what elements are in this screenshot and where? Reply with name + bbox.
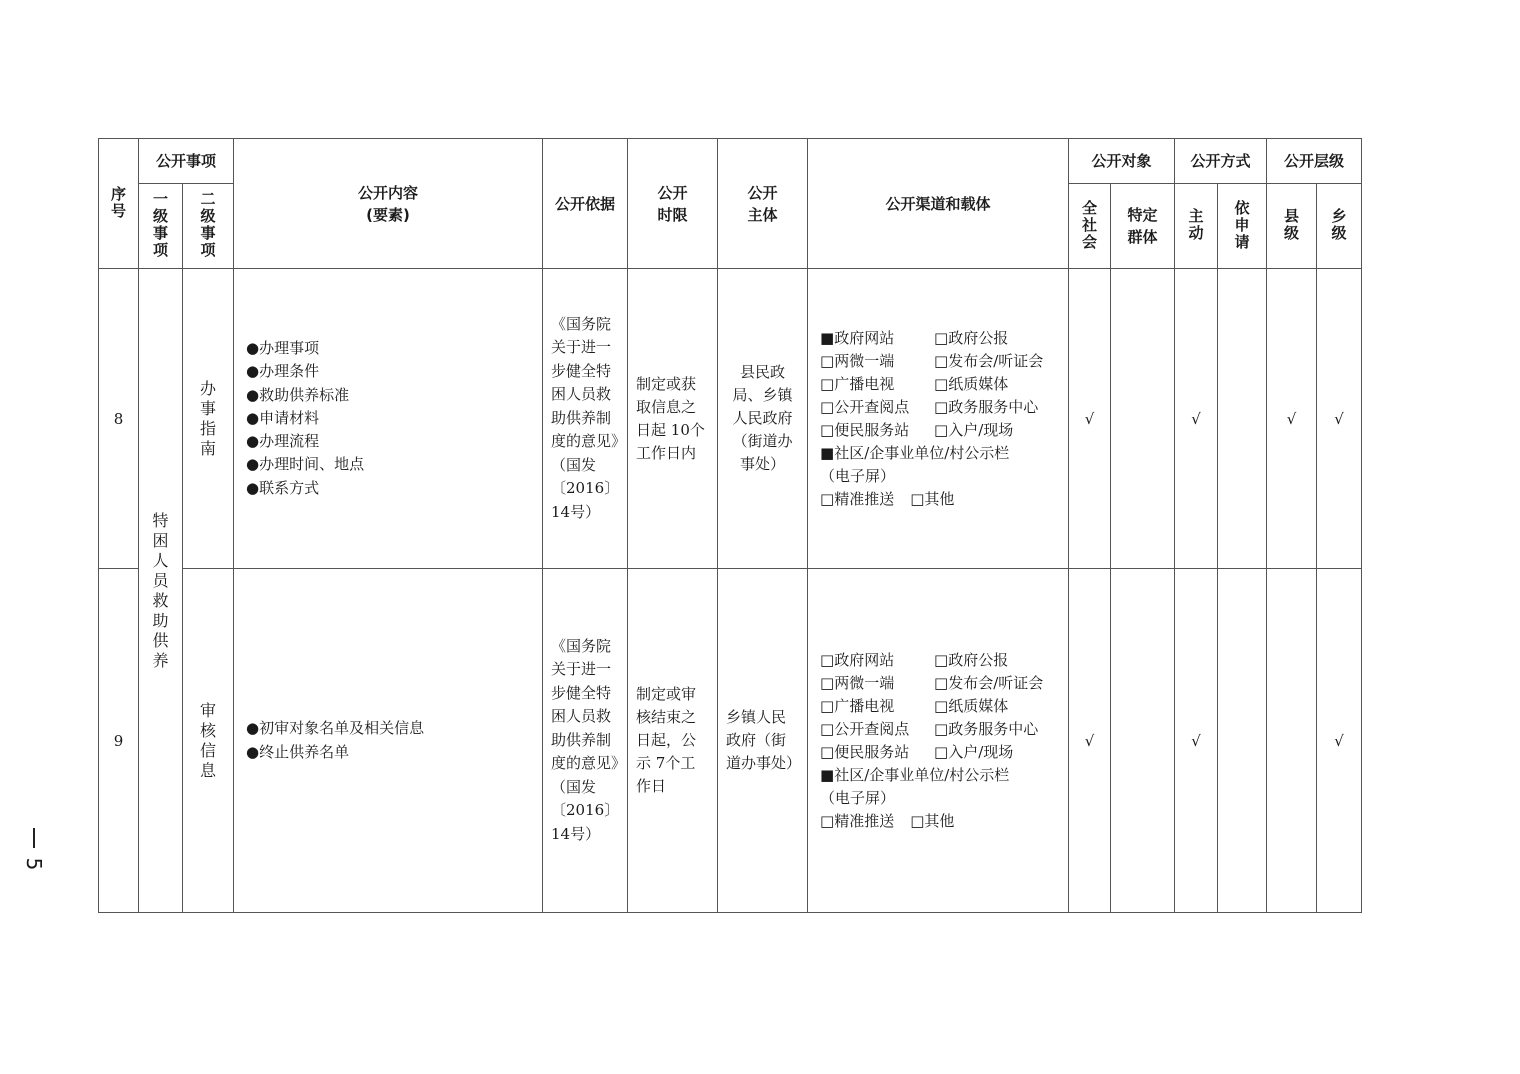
level2-item: 办事指南 bbox=[183, 269, 234, 569]
header-limit: 公开 时限 bbox=[628, 139, 718, 269]
header-channels: 公开渠道和载体 bbox=[808, 139, 1069, 269]
channel-option: □政府公报 bbox=[934, 650, 1009, 669]
page-number-value: 5 bbox=[22, 857, 46, 871]
channel-option: ■社区/企事业单位/村公示栏 bbox=[820, 765, 1010, 784]
list-item: ●办理事项 bbox=[246, 338, 320, 357]
header-specific: 特定 群体 bbox=[1111, 184, 1175, 269]
channel-option: □两微一端 bbox=[820, 351, 895, 370]
channel-option: □入户/现场 bbox=[934, 742, 1014, 761]
limit-text: 制定或审核结束之日起，公示 7个工作日 bbox=[628, 569, 718, 913]
page-dash bbox=[33, 828, 35, 848]
list-item: ●救助供养标准 bbox=[246, 385, 350, 404]
basis-text: 《国务院关于进一步健全特困人员救助供养制度的意见》（国发〔2016〕14号） bbox=[543, 269, 628, 569]
check-specific bbox=[1111, 269, 1175, 569]
channel-option: □政务服务中心 bbox=[934, 719, 1039, 738]
header-tier-group: 公开层级 bbox=[1267, 139, 1362, 184]
level2-item: 审核信息 bbox=[183, 569, 234, 913]
table-row bbox=[99, 569, 1362, 913]
limit-text: 制定或获取信息之日起 10个工作日内 bbox=[628, 269, 718, 569]
header-level2: 二级事项 bbox=[183, 184, 234, 269]
channel-option: □便民服务站 bbox=[820, 742, 910, 761]
check-on-request bbox=[1218, 569, 1267, 913]
header-all-society: 全社会 bbox=[1069, 184, 1111, 269]
list-item: ●终止供养名单 bbox=[246, 742, 350, 761]
header-level1: 一级事项 bbox=[139, 184, 183, 269]
check-county: √ bbox=[1267, 269, 1317, 569]
channel-option: □其他 bbox=[910, 489, 955, 508]
channel-option: □广播电视 bbox=[820, 374, 895, 393]
disclosure-table bbox=[98, 138, 1362, 913]
channel-option: □公开查阅点 bbox=[820, 719, 910, 738]
list-item: ●联系方式 bbox=[246, 478, 320, 497]
row-seq: 8 bbox=[99, 269, 139, 569]
channel-option: ■政府网站 bbox=[820, 328, 895, 347]
list-item: ●初审对象名单及相关信息 bbox=[246, 719, 425, 738]
list-item: ●办理流程 bbox=[246, 432, 320, 451]
subject-text: 乡镇人民政府（街道办事处） bbox=[718, 569, 808, 913]
header-items-group: 公开事项 bbox=[139, 139, 234, 184]
check-all-society: √ bbox=[1069, 269, 1111, 569]
channel-option: □发布会/听证会 bbox=[934, 351, 1044, 370]
check-proactive: √ bbox=[1175, 569, 1218, 913]
channel-option: □政府公报 bbox=[934, 328, 1009, 347]
header-mode-group: 公开方式 bbox=[1175, 139, 1267, 184]
channel-option: □纸质媒体 bbox=[934, 374, 1009, 393]
check-township: √ bbox=[1317, 569, 1362, 913]
header-township: 乡级 bbox=[1317, 184, 1362, 269]
channel-option: □两微一端 bbox=[820, 673, 895, 692]
list-item: ●办理时间、地点 bbox=[246, 455, 365, 474]
page-number bbox=[24, 828, 44, 876]
channel-option: ■社区/企事业单位/村公示栏 bbox=[820, 443, 1010, 462]
row-seq: 9 bbox=[99, 569, 139, 913]
check-all-society: √ bbox=[1069, 569, 1111, 913]
check-county bbox=[1267, 569, 1317, 913]
header-proactive: 主动 bbox=[1175, 184, 1218, 269]
channel-note: （电子屏） bbox=[820, 788, 896, 807]
channel-option: □纸质媒体 bbox=[934, 696, 1009, 715]
channels-list bbox=[808, 569, 1069, 913]
channel-option: □政府网站 bbox=[820, 650, 895, 669]
channel-option: □精准推送 bbox=[820, 489, 895, 508]
header-content: 公开内容 (要素) bbox=[234, 139, 543, 269]
header-county: 县级 bbox=[1267, 184, 1317, 269]
level1-item: 特困人员救助供养 bbox=[139, 269, 183, 913]
header-seq: 序号 bbox=[99, 139, 139, 269]
list-item: ●申请材料 bbox=[246, 408, 320, 427]
channel-option: □公开查阅点 bbox=[820, 397, 910, 416]
channel-option: □广播电视 bbox=[820, 696, 895, 715]
basis-text: 《国务院关于进一步健全特困人员救助供养制度的意见》（国发〔2016〕14号） bbox=[543, 569, 628, 913]
header-basis: 公开依据 bbox=[543, 139, 628, 269]
channel-option: □其他 bbox=[910, 811, 955, 830]
channels-list bbox=[808, 269, 1069, 569]
channel-option: □便民服务站 bbox=[820, 420, 910, 439]
content-list bbox=[234, 569, 543, 913]
channel-note: （电子屏） bbox=[820, 466, 896, 485]
header-on-request: 依申请 bbox=[1218, 184, 1267, 269]
channel-option: □政务服务中心 bbox=[934, 397, 1039, 416]
check-on-request bbox=[1218, 269, 1267, 569]
check-specific bbox=[1111, 569, 1175, 913]
table-row bbox=[99, 269, 1362, 569]
header-subject: 公开 主体 bbox=[718, 139, 808, 269]
check-township: √ bbox=[1317, 269, 1362, 569]
list-item: ●办理条件 bbox=[246, 362, 320, 381]
channel-option: □发布会/听证会 bbox=[934, 673, 1044, 692]
channel-option: □入户/现场 bbox=[934, 420, 1014, 439]
header-audience-group: 公开对象 bbox=[1069, 139, 1175, 184]
subject-text: 县民政局、乡镇人民政府（街道办事处） bbox=[718, 269, 808, 569]
content-list bbox=[234, 269, 543, 569]
check-proactive: √ bbox=[1175, 269, 1218, 569]
channel-option: □精准推送 bbox=[820, 811, 895, 830]
